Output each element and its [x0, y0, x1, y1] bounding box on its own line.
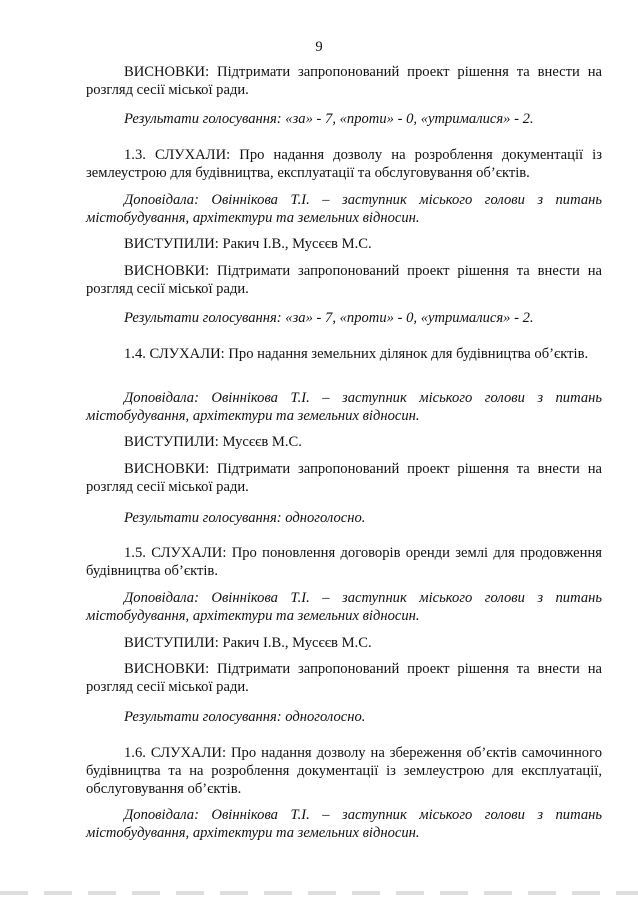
vote-result: Результати голосування: одноголосно. — [124, 709, 366, 725]
agenda-item-1-3: 1.3. СЛУХАЛИ: Про надання дозволу на розроблення документації із землеустрою для будівництва, експлуатації та обслуговування об’єктів. — [86, 147, 602, 181]
conclusion-paragraph: ВИСНОВКИ: Підтримати запропонований проект рішення та внести на розгляд сесії міської ради. — [86, 661, 602, 695]
vote-result: Результати голосування: «за» - 7, «проти» - 0, «утрималися» - 2. — [124, 310, 534, 326]
speaker-paragraph: Доповідала: Овіннікова Т.І. – заступник міського голови з питань містобудування, архітектури та земельних відносин. — [86, 390, 602, 424]
speakers-paragraph: ВИСТУПИЛИ: Ракич І.В., Мусєєв М.С. — [124, 236, 372, 252]
agenda-item-1-4: 1.4. СЛУХАЛИ: Про надання земельних ділянок для будівництва об’єктів. — [124, 346, 589, 362]
speaker-paragraph: Доповідала: Овіннікова Т.І. – заступник міського голови з питань містобудування, архітектури та земельних відносин. — [86, 590, 602, 624]
conclusion-paragraph: ВИСНОВКИ: Підтримати запропонований проект рішення та внести на розгляд сесії міської ради. — [86, 461, 602, 495]
speakers-paragraph: ВИСТУПИЛИ: Ракич І.В., Мусєєв М.С. — [124, 635, 372, 651]
conclusion-paragraph: ВИСНОВКИ: Підтримати запропонований проект рішення та внести на розгляд сесії міської ради. — [86, 64, 602, 98]
page-number: 9 — [315, 39, 323, 55]
scan-edge-artifact — [0, 891, 638, 895]
agenda-item-1-5: 1.5. СЛУХАЛИ: Про поновлення договорів оренди землі для продовження будівництва об’єктів. — [86, 545, 602, 579]
vote-result: Результати голосування: одноголосно. — [124, 510, 366, 526]
speaker-paragraph: Доповідала: Овіннікова Т.І. – заступник міського голови з питань містобудування, архітектури та земельних відносин. — [86, 192, 602, 226]
speaker-paragraph: Доповідала: Овіннікова Т.І. – заступник міського голови з питань містобудування, архітектури та земельних відносин. — [86, 807, 602, 841]
conclusion-paragraph: ВИСНОВКИ: Підтримати запропонований проект рішення та внести на розгляд сесії міської ради. — [86, 263, 602, 297]
speakers-paragraph: ВИСТУПИЛИ: Мусєєв М.С. — [124, 434, 302, 450]
agenda-item-1-6: 1.6. СЛУХАЛИ: Про надання дозволу на збереження об’єктів самочинного будівництва та на розроблення документації із землеустрою для експлуатації, обслуговування об’єктів. — [86, 745, 602, 797]
vote-result: Результати голосування: «за» - 7, «проти» - 0, «утрималися» - 2. — [124, 111, 534, 127]
